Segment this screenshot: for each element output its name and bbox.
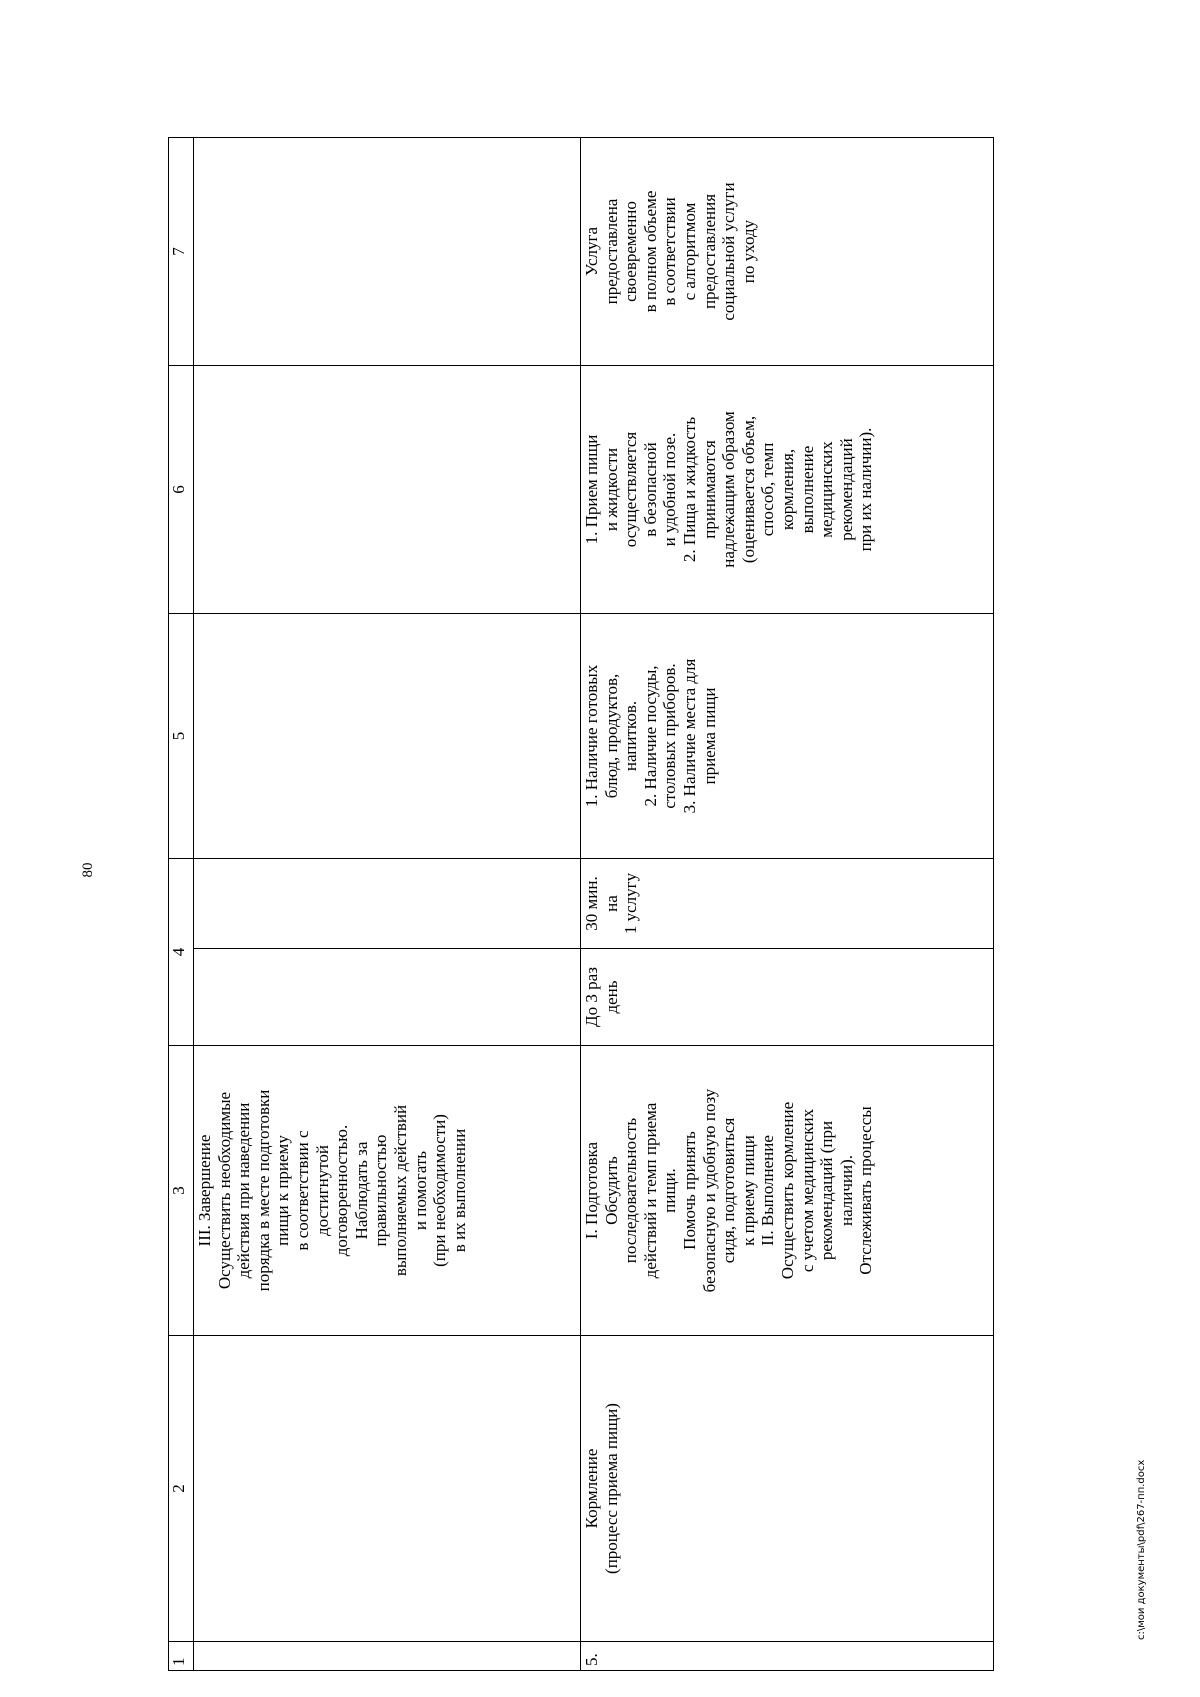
cell-text-line: надлежащим образом (719, 411, 739, 568)
cell-text-line: день (601, 980, 621, 1014)
cell-text-line: и жидкости (601, 447, 621, 532)
page-number: 80 (80, 862, 96, 878)
cell-text-line: правильностью (371, 1134, 391, 1247)
cell-text-line: (при необходимости) (430, 1114, 450, 1267)
cell-text-line: Отслеживать процессы (856, 1106, 876, 1275)
cell-text-line: Помочь принять (679, 1131, 699, 1250)
cell-text-line: принимаются (699, 440, 719, 539)
cell-text-line: в соответствии с (292, 1130, 312, 1251)
header-cell-1: 1 (169, 1642, 194, 1671)
cell-text-line: 1. Прием пищи (582, 434, 601, 545)
header-cell-7: 7 (169, 138, 194, 366)
header-cell-6: 6 (169, 366, 194, 614)
cell-text-line: действий и темп приема (640, 1102, 660, 1279)
cell-text-line: Кормление (582, 1448, 601, 1529)
cell-text-line: в соответствии (660, 197, 680, 306)
cell-quality-indicators (194, 366, 581, 614)
cell-text-line: III. Завершение (195, 1134, 214, 1247)
cell-conditions (581, 614, 994, 859)
cell-text-line: 30 мин. (582, 876, 601, 931)
cell-service-name (581, 1336, 994, 1642)
cell-text-line: наличии). (836, 1154, 856, 1227)
cell-text-line: столовых приборов. (660, 663, 680, 809)
table-header-row (169, 138, 194, 1671)
cell-procedure (581, 1046, 994, 1336)
cell-text-line: До 3 раз (582, 967, 601, 1027)
header-cell-3: 3 (169, 1046, 194, 1336)
cell-text-line: в их выполнении (449, 1128, 469, 1253)
cell-quality-indicators (581, 366, 994, 614)
cell-text-line: 2. Пища и жидкость (679, 416, 699, 563)
cell-number: 5. (581, 1642, 994, 1671)
cell-text-line: и удобной позе. (660, 432, 680, 547)
cell-text-line: способ, темп (758, 442, 778, 537)
cell-text-line: пищи. (660, 1168, 680, 1213)
cell-text-line: I. Подготовка (582, 1141, 601, 1240)
cell-frequency (581, 949, 994, 1046)
cell-text-line: пищи к приему (273, 1135, 293, 1246)
cell-text-line: 3. Наличие места для (679, 658, 699, 814)
cell-duration (581, 859, 994, 949)
cell-text-line: Обсудить (601, 1156, 621, 1225)
cell-text-line: Осуществить кормление (777, 1101, 797, 1280)
rotated-table-container (168, 138, 1028, 1671)
cell-text-line: при их наличии). (856, 427, 876, 552)
header-cell-2: 2 (169, 1336, 194, 1642)
cell-text-line: выполнение (797, 445, 817, 534)
cell-text-line: приема пищи (699, 687, 719, 785)
cell-text-line: порядка в месте подготовки (253, 1089, 273, 1292)
cell-text-line: с учетом медицинских (797, 1108, 817, 1273)
cell-duration (194, 859, 581, 949)
cell-text-line: кормления, (777, 448, 797, 531)
cell-text-line: предоставления (699, 193, 719, 310)
cell-text-line: безопасную и удобную позу (699, 1088, 719, 1293)
cell-text-line: и помогать (410, 1150, 430, 1231)
table-row-5 (581, 138, 994, 1671)
cell-text-line: выполняемых действий (390, 1104, 410, 1277)
cell-text-line: 1. Наличие готовых (582, 664, 601, 808)
cell-text-line: договоренностью. (332, 1124, 352, 1257)
cell-text-line: (процесс приема пищи) (601, 1403, 621, 1574)
cell-text-line: по уходу (738, 219, 758, 284)
footer-file-path: c:\мои документы\pdf\267-пп.docx (1136, 1459, 1147, 1640)
cell-text-line: последовательность (621, 1117, 641, 1264)
cell-text-line: действия при наведении (234, 1102, 254, 1279)
cell-text-line: блюд, продуктов, (601, 673, 621, 799)
cell-evaluation (194, 138, 581, 366)
cell-text-line: на (601, 895, 621, 912)
cell-text-line: к приему пищи (738, 1135, 758, 1246)
cell-text-line: Услуга (582, 226, 601, 277)
header-cell-4: 4 (169, 859, 194, 1046)
cell-text-line: своевременно (621, 201, 641, 302)
table-row-continuation (194, 138, 581, 1671)
cell-text-line: Осуществить необходимые (214, 1091, 234, 1290)
cell-text-line: в полном объеме (640, 190, 660, 313)
cell-number (194, 1642, 581, 1671)
cell-text-line: 2. Наличие посуды, (640, 665, 660, 807)
cell-text-line: 1 услугу (621, 872, 641, 935)
cell-text-line: (оценивается объем, (738, 415, 758, 564)
cell-text-line: социальной услуги (719, 182, 739, 321)
cell-text-line: напитков. (621, 700, 641, 772)
cell-text-line: медицинских (817, 441, 837, 538)
services-table (168, 137, 994, 1671)
cell-text-line: рекомендаций (при (817, 1120, 837, 1261)
cell-text-line: II. Выполнение (758, 1135, 778, 1246)
cell-conditions (194, 614, 581, 859)
cell-evaluation (581, 138, 994, 366)
cell-text-line: Наблюдать за (351, 1141, 371, 1240)
cell-procedure (194, 1046, 581, 1336)
cell-service-name (194, 1336, 581, 1642)
cell-text-line: достигнутой (312, 1144, 332, 1237)
cell-text-line: с алгоритмом (679, 202, 699, 301)
cell-frequency (194, 949, 581, 1046)
cell-text-line: в безопасной (640, 442, 660, 537)
cell-text-line: осуществляется (621, 431, 641, 548)
cell-text-line: предоставлена (601, 198, 621, 305)
cell-text-line: сидя, подготовиться (719, 1117, 739, 1264)
header-cell-5: 5 (169, 614, 194, 859)
cell-text-line: рекомендаций (836, 438, 856, 541)
